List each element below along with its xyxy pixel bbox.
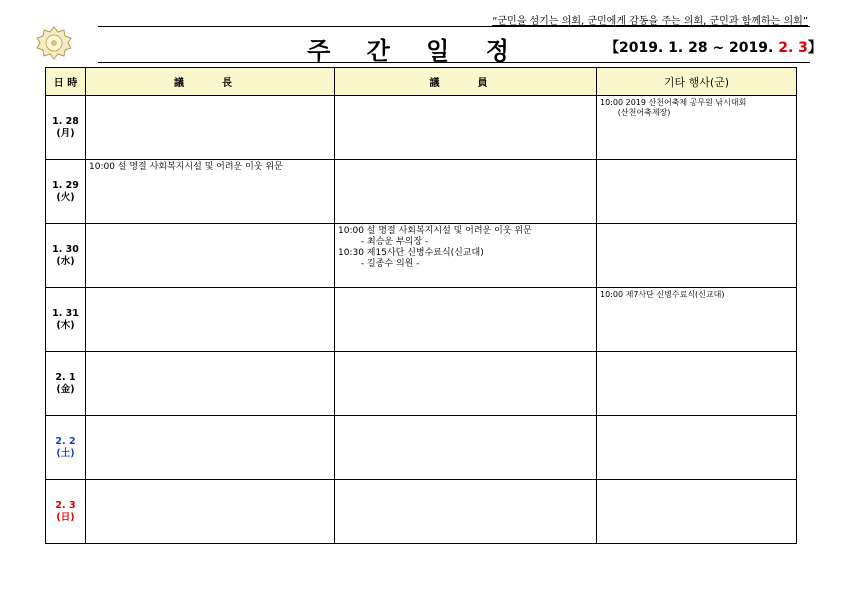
member-schedule-cell [335,224,597,288]
header-member: 議 員 [335,68,597,96]
member-schedule-cell [335,160,597,224]
member-schedule-cell [335,352,597,416]
etc-event-cell [597,224,797,288]
member-schedule-cell [335,288,597,352]
date-value: 1. 28 [52,115,79,127]
schedule-entry: (산천어축제장) [600,108,671,117]
weekday-value: (日) [56,511,75,523]
header-rule-top [98,26,810,27]
schedule-entry: 10:00 제7사단 신병수료식(신교대) [600,290,725,299]
etc-event-cell [597,96,797,160]
schedule-entry: - 최승운 부의장 - [338,237,429,247]
table-row [46,288,797,352]
etc-event-cell [597,416,797,480]
table-row [46,160,797,224]
row-date [46,416,86,480]
date-value: 1. 31 [52,307,79,319]
etc-event-cell [597,352,797,416]
table-row [46,224,797,288]
schedule-entry: 10:00 2019 산천어축제 공무원 낚시대회 [600,98,747,107]
date-value: 2. 2 [55,435,76,447]
weekday-value: (火) [56,191,75,203]
member-schedule-cell [335,480,597,544]
header-etc: 기타 행사(군) [597,68,797,96]
weekday-value: (金) [56,383,75,395]
chairman-schedule-cell [86,416,335,480]
page-title: 주 간 일 정 [307,37,523,65]
table-row [46,416,797,480]
date-range-start: 2019. 1. 28 ~ 2019. [619,40,774,56]
table-header-row [46,68,797,96]
header-chairman: 議 長 [86,68,335,96]
member-schedule-cell [335,96,597,160]
row-date [46,160,86,224]
schedule-entry: 10:00 설 명절 사회복지시설 및 어려운 이웃 위문 [89,162,283,172]
chairman-schedule-cell [86,352,335,416]
etc-event-cell [597,288,797,352]
chairman-schedule-cell [86,288,335,352]
row-date [46,96,86,160]
date-range-end: 2. 3 [773,40,808,56]
date-value: 1. 30 [52,243,79,255]
date-range [605,37,822,57]
weekday-value: (木) [56,319,75,331]
member-schedule-cell [335,416,597,480]
chairman-schedule-cell [86,224,335,288]
council-slogan: “군민을 섬기는 의회, 군민에게 감동을 주는 의회, 군민과 함께하는 의회” [492,16,808,27]
chairman-schedule-cell [86,96,335,160]
chairman-schedule-cell [86,480,335,544]
table-row [46,96,797,160]
chairman-schedule-cell [86,160,335,224]
weekday-value: (土) [56,447,75,459]
table-row [46,352,797,416]
schedule-entry: - 길종수 의원 - [338,259,420,269]
row-date [46,480,86,544]
table-row [46,480,797,544]
row-date [46,224,86,288]
date-range-open: 【 [605,40,619,56]
date-value: 2. 3 [55,499,76,511]
header-date: 日 時 [46,68,86,96]
date-range-close: 】 [807,40,822,56]
schedule-entry: 10:30 제15사단 신병수료식(신교대) [338,248,484,258]
county-council-seal-icon [36,26,72,60]
row-date [46,288,86,352]
etc-event-cell [597,480,797,544]
weekly-schedule-table [45,67,797,544]
weekday-value: (水) [56,255,75,267]
date-value: 1. 29 [52,179,79,191]
schedule-entry: 10:00 설 명절 사회복지시설 및 어려운 이웃 위문 [338,226,532,236]
etc-event-cell [597,160,797,224]
row-date [46,352,86,416]
header-rule-bottom [98,62,810,63]
weekday-value: (月) [56,127,75,139]
date-value: 2. 1 [55,371,76,383]
